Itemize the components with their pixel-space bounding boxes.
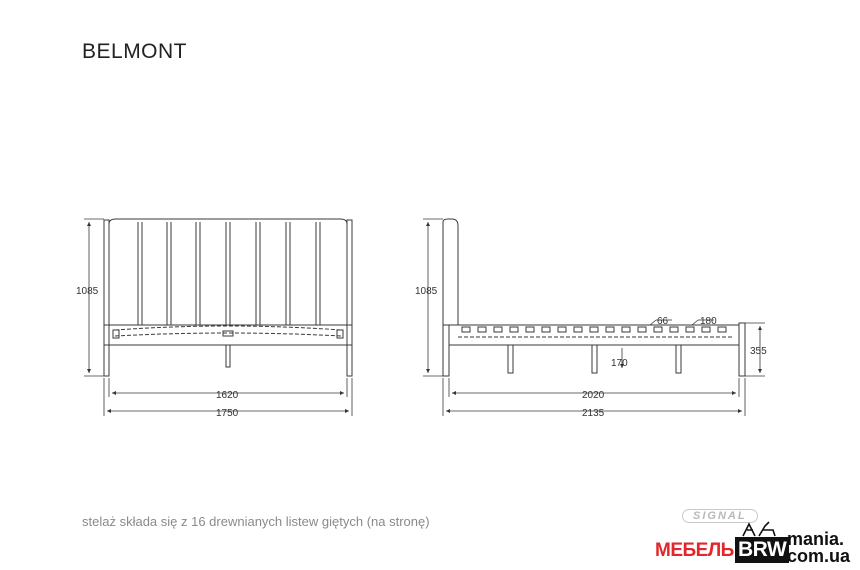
logo-text-brw: BRW bbox=[735, 537, 789, 563]
side-inner-length-label: 2020 bbox=[582, 390, 605, 401]
slat-width-label: 180 bbox=[700, 316, 717, 327]
side-outer-length-label: 2135 bbox=[582, 408, 605, 419]
side-leg-3 bbox=[676, 345, 681, 373]
front-right-foot bbox=[347, 345, 352, 376]
side-leg-2 bbox=[592, 345, 597, 373]
side-headboard bbox=[443, 219, 458, 325]
front-center-leg bbox=[226, 345, 230, 367]
front-height-label: 1085 bbox=[76, 286, 99, 297]
slat-note: stelaż składa się z 16 drewnianych listew giętych (na stronę) bbox=[82, 514, 430, 529]
front-inner-width-label: 1620 bbox=[216, 390, 239, 401]
headboard-channels bbox=[138, 222, 320, 325]
side-slats bbox=[462, 327, 726, 332]
clearance-label: 170 bbox=[611, 358, 628, 369]
side-height-label: 1085 bbox=[415, 286, 438, 297]
side-leg-1 bbox=[508, 345, 513, 373]
logo-text-mebel: МЕБЕЛЬ bbox=[655, 540, 734, 561]
slat-gap-label: 66 bbox=[657, 316, 669, 327]
frame-height-label: 355 bbox=[750, 346, 767, 357]
headboard bbox=[109, 219, 347, 325]
chair-icon bbox=[739, 520, 779, 538]
side-foot-post bbox=[739, 323, 745, 376]
side-frame-rail bbox=[449, 325, 739, 345]
side-head-post bbox=[443, 325, 449, 376]
logo-text-domain: com.ua bbox=[787, 546, 851, 566]
slat-detail-dimensions bbox=[622, 320, 714, 368]
front-left-foot bbox=[104, 345, 109, 376]
side-height-dimension bbox=[423, 219, 443, 376]
side-view bbox=[443, 219, 745, 376]
product-title: BELMONT bbox=[82, 40, 188, 63]
store-logo[interactable] bbox=[655, 524, 855, 568]
front-view bbox=[104, 219, 352, 376]
front-left-post bbox=[104, 220, 109, 376]
front-outer-width-label: 1750 bbox=[216, 408, 239, 419]
front-height-dimension bbox=[84, 219, 104, 376]
signal-watermark: SIGNAL bbox=[682, 509, 758, 523]
logo-text-mania: mania. bbox=[787, 529, 845, 549]
front-right-post bbox=[347, 220, 352, 376]
